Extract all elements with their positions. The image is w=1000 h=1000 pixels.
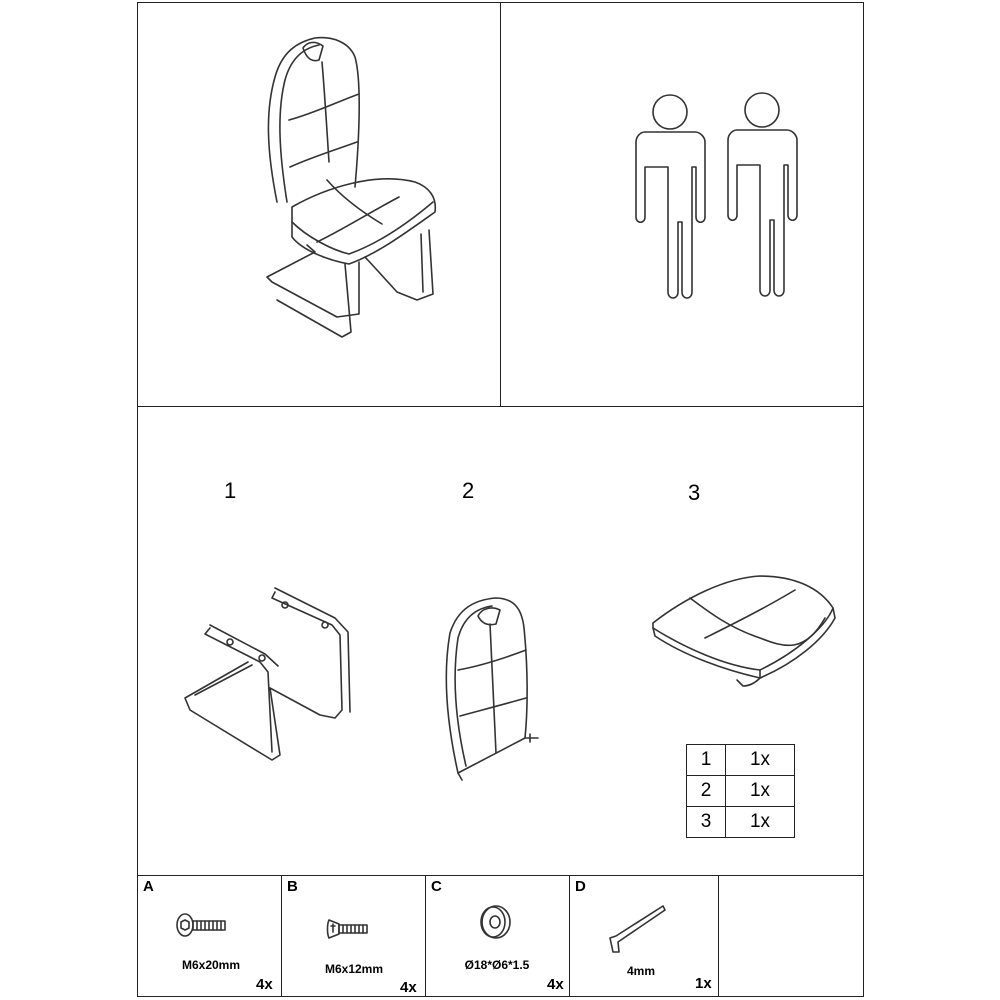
two-persons-icon <box>500 2 864 407</box>
hardware-letter-c: C <box>431 878 442 895</box>
hardware-qty-b: 4x <box>400 979 417 996</box>
hardware-qty-d: 1x <box>695 975 712 992</box>
hardware-cell-empty <box>718 875 864 997</box>
chair-frame-icon <box>180 580 360 770</box>
chair-icon <box>137 2 501 407</box>
part-cell: 1 <box>687 745 726 776</box>
hardware-label-a: M6x20mm <box>181 958 241 972</box>
table-row <box>687 776 795 807</box>
part-1-number: 1 <box>224 478 237 503</box>
hardware-label-c: Ø18*Ø6*1.5 <box>464 958 530 972</box>
part-cell: 3 <box>687 807 726 838</box>
hardware-letter-d: D <box>575 878 586 895</box>
backrest-icon <box>430 588 550 788</box>
seat-cushion-icon <box>645 568 845 698</box>
hardware-letter-b: B <box>287 878 298 895</box>
part-cell: 2 <box>687 776 726 807</box>
parts-quantity-table <box>686 744 795 838</box>
bolt-icon <box>175 910 235 940</box>
hardware-label-b: M6x12mm <box>324 962 384 976</box>
part-2-number: 2 <box>462 478 475 503</box>
qty-cell: 1x <box>726 776 795 807</box>
washer-icon <box>476 902 516 942</box>
allen-key-icon <box>605 900 675 960</box>
table-row <box>687 745 795 776</box>
part-3-number: 3 <box>688 480 701 505</box>
hardware-label-d: 4mm <box>626 964 655 978</box>
hardware-letter-a: A <box>143 878 154 895</box>
countersunk-screw-icon <box>325 914 375 944</box>
qty-cell: 1x <box>726 745 795 776</box>
qty-cell: 1x <box>726 807 795 838</box>
hardware-qty-a: 4x <box>256 976 273 993</box>
table-row <box>687 807 795 838</box>
hardware-qty-c: 4x <box>547 976 564 993</box>
